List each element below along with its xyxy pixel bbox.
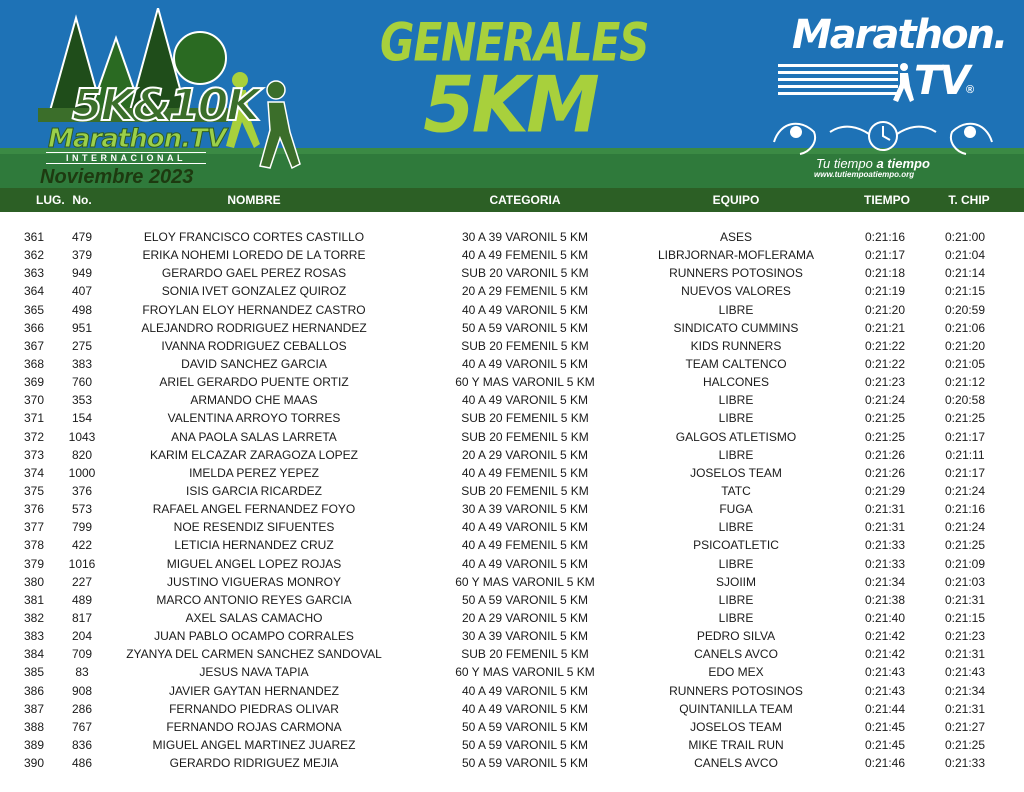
cell-lug: 376 bbox=[24, 502, 45, 517]
col-equipo: EQUIPO bbox=[712, 193, 760, 207]
cell-no: 498 bbox=[71, 302, 93, 317]
cell-categoria: 40 A 49 VARONIL 5 KM bbox=[461, 520, 589, 535]
cell-categoria: 40 A 49 FEMENIL 5 KM bbox=[461, 248, 589, 263]
cell-no: 353 bbox=[71, 393, 93, 408]
cell-equipo: LIBRE bbox=[718, 592, 754, 607]
cell-equipo: LIBRE bbox=[718, 393, 754, 408]
cell-t-chip: 0:21:15 bbox=[944, 284, 986, 299]
col-tiempo: TIEMPO bbox=[863, 193, 910, 207]
cell-categoria: 50 A 59 VARONIL 5 KM bbox=[461, 737, 589, 752]
cell-categoria: 50 A 59 VARONIL 5 KM bbox=[461, 320, 589, 335]
table-row bbox=[0, 591, 1024, 609]
cell-no: 820 bbox=[71, 447, 93, 462]
cell-t-chip: 0:21:23 bbox=[944, 629, 986, 644]
timing-slogan-bold: a tiempo bbox=[876, 156, 930, 171]
cell-lug: 372 bbox=[24, 429, 45, 444]
table-row bbox=[0, 264, 1024, 282]
cell-nombre: ERIKA NOHEMI LOREDO DE LA TORRE bbox=[142, 248, 366, 263]
cell-equipo: LIBRE bbox=[718, 411, 754, 426]
cell-t-chip: 0:21:09 bbox=[944, 556, 986, 571]
cell-t-chip: 0:21:31 bbox=[944, 592, 986, 607]
table-row bbox=[0, 736, 1024, 754]
cell-tiempo: 0:21:18 bbox=[864, 266, 906, 281]
cell-t-chip: 0:21:25 bbox=[944, 737, 986, 752]
header-banner bbox=[0, 0, 1024, 188]
cell-no: 383 bbox=[71, 356, 93, 371]
page-title-line2: 5KM bbox=[423, 59, 597, 151]
cell-equipo: FUGA bbox=[719, 502, 753, 517]
cell-equipo: LIBRE bbox=[718, 447, 754, 462]
cell-categoria: 30 A 39 VARONIL 5 KM bbox=[461, 230, 589, 244]
table-row bbox=[0, 464, 1024, 482]
cell-no: 817 bbox=[71, 610, 93, 625]
cell-tiempo: 0:21:33 bbox=[864, 538, 906, 553]
cell-t-chip: 0:21:31 bbox=[944, 701, 986, 716]
cell-categoria: 40 A 49 FEMENIL 5 KM bbox=[461, 465, 589, 480]
cell-nombre: GERARDO GAEL PEREZ ROSAS bbox=[161, 266, 347, 281]
event-logo bbox=[28, 8, 328, 188]
cell-lug: 378 bbox=[24, 538, 45, 553]
cell-tiempo: 0:21:17 bbox=[864, 248, 906, 263]
cell-categoria: SUB 20 VARONIL 5 KM bbox=[461, 266, 589, 281]
table-row bbox=[0, 718, 1024, 736]
cell-lug: 374 bbox=[24, 465, 45, 480]
cell-nombre: KARIM ELCAZAR ZARAGOZA LOPEZ bbox=[149, 447, 359, 462]
cell-equipo: MIKE TRAIL RUN bbox=[688, 737, 784, 752]
cell-nombre: MARCO ANTONIO REYES GARCIA bbox=[156, 592, 352, 607]
cell-no: 379 bbox=[71, 248, 93, 263]
cell-equipo: LIBRJORNAR-MOFLERAMA bbox=[657, 248, 815, 263]
table-row bbox=[0, 609, 1024, 627]
cell-tiempo: 0:21:40 bbox=[864, 610, 906, 625]
cell-equipo: LIBRE bbox=[718, 610, 754, 625]
table-row bbox=[0, 282, 1024, 300]
cell-equipo: PSICOATLETIC bbox=[693, 538, 779, 553]
table-row bbox=[0, 319, 1024, 337]
cell-nombre: MIGUEL ANGEL LOPEZ ROJAS bbox=[166, 556, 342, 571]
table-row bbox=[0, 428, 1024, 446]
cell-nombre: LETICIA HERNANDEZ CRUZ bbox=[174, 538, 334, 553]
cell-tiempo: 0:21:20 bbox=[864, 302, 906, 317]
cell-no: 1000 bbox=[68, 465, 96, 480]
cell-lug: 366 bbox=[24, 320, 45, 335]
cell-nombre: JUSTINO VIGUERAS MONROY bbox=[166, 574, 342, 589]
cell-lug: 362 bbox=[24, 248, 45, 263]
cell-no: 836 bbox=[71, 737, 93, 752]
cell-equipo: SINDICATO CUMMINS bbox=[673, 320, 799, 335]
cell-no: 275 bbox=[71, 338, 93, 353]
cell-lug: 363 bbox=[24, 266, 45, 281]
cell-equipo: JOSELOS TEAM bbox=[690, 465, 782, 480]
cell-lug: 390 bbox=[24, 756, 45, 771]
cell-lug: 380 bbox=[24, 574, 45, 589]
cell-t-chip: 0:21:20 bbox=[944, 338, 986, 353]
cell-categoria: SUB 20 FEMENIL 5 KM bbox=[461, 411, 589, 426]
cell-t-chip: 0:21:15 bbox=[944, 610, 986, 625]
cell-lug: 369 bbox=[24, 375, 45, 390]
cell-no: 407 bbox=[71, 284, 93, 299]
cell-lug: 361 bbox=[24, 230, 45, 244]
table-row bbox=[0, 518, 1024, 536]
cell-t-chip: 0:21:14 bbox=[944, 266, 986, 281]
cell-equipo: QUINTANILLA TEAM bbox=[679, 701, 793, 716]
cell-equipo: LIBRE bbox=[718, 556, 754, 571]
cell-nombre: MIGUEL ANGEL MARTINEZ JUAREZ bbox=[152, 737, 356, 752]
cell-no: 204 bbox=[71, 629, 93, 644]
cell-t-chip: 0:21:24 bbox=[944, 483, 986, 498]
cell-no: 154 bbox=[71, 411, 93, 426]
cell-categoria: 20 A 29 VARONIL 5 KM bbox=[461, 447, 589, 462]
cell-no: 573 bbox=[71, 502, 93, 517]
table-row bbox=[0, 482, 1024, 500]
table-row bbox=[0, 754, 1024, 772]
cell-equipo: RUNNERS POTOSINOS bbox=[669, 683, 803, 698]
cell-nombre: JAVIER GAYTAN HERNANDEZ bbox=[168, 683, 340, 698]
page-title-line1: GENERALES bbox=[380, 11, 649, 74]
cell-nombre: ALEJANDRO RODRIGUEZ HERNANDEZ bbox=[141, 320, 367, 335]
cell-lug: 368 bbox=[24, 356, 45, 371]
cell-equipo: HALCONES bbox=[702, 375, 770, 390]
cell-tiempo: 0:21:44 bbox=[864, 701, 906, 716]
cell-tiempo: 0:21:26 bbox=[864, 465, 906, 480]
cell-lug: 364 bbox=[24, 284, 45, 299]
cell-t-chip: 0:21:25 bbox=[944, 538, 986, 553]
cell-t-chip: 0:20:58 bbox=[944, 393, 986, 408]
cell-nombre: DAVID SANCHEZ GARCIA bbox=[181, 356, 327, 371]
cell-categoria: 40 A 49 VARONIL 5 KM bbox=[461, 701, 589, 716]
table-row bbox=[0, 682, 1024, 700]
cell-equipo: CANELS AVCO bbox=[694, 647, 778, 662]
cell-tiempo: 0:21:42 bbox=[864, 647, 906, 662]
cell-lug: 388 bbox=[24, 719, 45, 734]
cell-tiempo: 0:21:19 bbox=[864, 284, 906, 299]
cell-nombre: RAFAEL ANGEL FERNANDEZ FOYO bbox=[152, 502, 356, 517]
cell-equipo: TATC bbox=[721, 483, 751, 498]
cell-nombre: JESUS NAVA TAPIA bbox=[199, 665, 309, 680]
cell-t-chip: 0:21:04 bbox=[944, 248, 986, 263]
cell-t-chip: 0:21:25 bbox=[944, 411, 986, 426]
table-row bbox=[0, 645, 1024, 663]
table-row bbox=[0, 228, 1024, 246]
cell-nombre: FROYLAN ELOY HERNANDEZ CASTRO bbox=[142, 302, 366, 317]
cell-nombre: NOE RESENDIZ SIFUENTES bbox=[173, 520, 335, 535]
runner-icon bbox=[890, 62, 914, 102]
cell-no: 1043 bbox=[68, 429, 96, 444]
marathon-tv-word: Marathon. bbox=[792, 12, 1007, 58]
cell-tiempo: 0:21:42 bbox=[864, 629, 906, 644]
cell-tiempo: 0:21:43 bbox=[864, 665, 906, 680]
cell-t-chip: 0:20:59 bbox=[944, 302, 986, 317]
cell-equipo: TEAM CALTENCO bbox=[685, 356, 787, 371]
cell-lug: 373 bbox=[24, 447, 45, 462]
cell-categoria: 60 Y MAS VARONIL 5 KM bbox=[455, 375, 595, 390]
col-t-chip: T. CHIP bbox=[948, 193, 990, 207]
cell-t-chip: 0:21:12 bbox=[944, 375, 986, 390]
table-row bbox=[0, 409, 1024, 427]
cell-tiempo: 0:21:21 bbox=[864, 320, 906, 335]
cell-no: 951 bbox=[71, 320, 93, 335]
cell-lug: 379 bbox=[24, 556, 45, 571]
cell-equipo: LIBRE bbox=[718, 520, 754, 535]
cell-no: 760 bbox=[71, 375, 93, 390]
table-row bbox=[0, 573, 1024, 591]
cell-categoria: 30 A 39 VARONIL 5 KM bbox=[461, 629, 589, 644]
cell-no: 799 bbox=[71, 520, 93, 535]
cell-nombre: ARIEL GERARDO PUENTE ORTIZ bbox=[159, 375, 349, 390]
col-categoria: CATEGORIA bbox=[489, 193, 561, 207]
cell-tiempo: 0:21:46 bbox=[864, 756, 906, 771]
cell-lug: 367 bbox=[24, 338, 45, 353]
cell-categoria: 30 A 39 VARONIL 5 KM bbox=[461, 502, 589, 517]
cell-nombre: GERARDO RIDRIGUEZ MEJIA bbox=[169, 756, 339, 771]
cell-nombre: SONIA IVET GONZALEZ QUIROZ bbox=[161, 284, 347, 299]
table-row bbox=[0, 246, 1024, 264]
cell-lug: 384 bbox=[24, 647, 45, 662]
table-row bbox=[0, 627, 1024, 645]
cell-nombre: IVANNA RODRIGUEZ CEBALLOS bbox=[161, 338, 347, 353]
cell-equipo: RUNNERS POTOSINOS bbox=[669, 266, 803, 281]
cell-lug: 375 bbox=[24, 483, 45, 498]
cell-tiempo: 0:21:25 bbox=[864, 429, 906, 444]
cell-t-chip: 0:21:00 bbox=[944, 230, 986, 244]
cell-t-chip: 0:21:11 bbox=[945, 447, 985, 462]
cell-categoria: 20 A 29 VARONIL 5 KM bbox=[461, 610, 589, 625]
cell-equipo: CANELS AVCO bbox=[694, 756, 778, 771]
cell-no: 227 bbox=[71, 574, 93, 589]
cell-t-chip: 0:21:27 bbox=[944, 719, 986, 734]
cell-no: 767 bbox=[71, 719, 93, 734]
cell-tiempo: 0:21:45 bbox=[864, 737, 906, 752]
cell-lug: 386 bbox=[24, 683, 45, 698]
cell-equipo: PEDRO SILVA bbox=[696, 629, 776, 644]
cell-no: 486 bbox=[71, 756, 93, 771]
cell-tiempo: 0:21:23 bbox=[864, 375, 906, 390]
registered-mark: ® bbox=[966, 84, 975, 96]
cell-equipo: JOSELOS TEAM bbox=[690, 719, 782, 734]
cell-no: 489 bbox=[71, 592, 93, 607]
table-row bbox=[0, 663, 1024, 681]
event-logo-brand: Marathon.TV bbox=[48, 124, 226, 154]
cell-nombre: VALENTINA ARROYO TORRES bbox=[167, 411, 341, 426]
cell-t-chip: 0:21:16 bbox=[944, 502, 986, 517]
table-row bbox=[0, 446, 1024, 464]
cell-no: 709 bbox=[71, 647, 93, 662]
cell-no: 83 bbox=[75, 665, 89, 680]
cell-no: 949 bbox=[71, 266, 93, 281]
cell-tiempo: 0:21:22 bbox=[864, 338, 906, 353]
cell-categoria: 40 A 49 VARONIL 5 KM bbox=[461, 302, 589, 317]
cell-tiempo: 0:21:26 bbox=[864, 447, 906, 462]
cell-equipo: SJOIIM bbox=[715, 574, 756, 589]
cell-t-chip: 0:21:31 bbox=[944, 647, 986, 662]
cell-categoria: 40 A 49 VARONIL 5 KM bbox=[461, 393, 589, 408]
cell-no: 422 bbox=[71, 538, 93, 553]
cell-tiempo: 0:21:25 bbox=[864, 411, 906, 426]
cell-nombre: FERNANDO PIEDRAS OLIVAR bbox=[169, 701, 339, 716]
cell-t-chip: 0:21:43 bbox=[944, 665, 986, 680]
table-row bbox=[0, 700, 1024, 718]
cell-categoria: 50 A 59 VARONIL 5 KM bbox=[461, 592, 589, 607]
cell-lug: 377 bbox=[24, 520, 45, 535]
cell-t-chip: 0:21:17 bbox=[944, 429, 986, 444]
cell-lug: 371 bbox=[24, 411, 45, 426]
cell-categoria: 40 A 49 FEMENIL 5 KM bbox=[461, 538, 589, 553]
table-row bbox=[0, 391, 1024, 409]
cell-categoria: 60 Y MAS VARONIL 5 KM bbox=[455, 665, 595, 680]
timing-url: www.tutiempoatiempo.org bbox=[814, 170, 915, 179]
cell-t-chip: 0:21:05 bbox=[944, 356, 986, 371]
cell-nombre: ANA PAOLA SALAS LARRETA bbox=[171, 429, 337, 444]
cell-nombre: ZYANYA DEL CARMEN SANCHEZ SANDOVAL bbox=[126, 647, 382, 662]
marathon-tv-logo bbox=[778, 12, 1007, 112]
cell-tiempo: 0:21:31 bbox=[864, 502, 906, 517]
cell-categoria: SUB 20 FEMENIL 5 KM bbox=[461, 483, 589, 498]
cell-t-chip: 0:21:33 bbox=[944, 756, 986, 771]
timing-slogan bbox=[816, 156, 930, 171]
table-row bbox=[0, 337, 1024, 355]
event-logo-main: 5K&10K bbox=[72, 80, 259, 131]
marathon-tv-tv: TV bbox=[914, 58, 969, 104]
cell-tiempo: 0:21:31 bbox=[864, 520, 906, 535]
cell-no: 479 bbox=[71, 230, 93, 244]
cell-tiempo: 0:21:38 bbox=[864, 592, 906, 607]
cell-lug: 365 bbox=[24, 302, 45, 317]
cell-tiempo: 0:21:34 bbox=[864, 574, 906, 589]
cell-categoria: 60 Y MAS VARONIL 5 KM bbox=[455, 574, 595, 589]
cell-nombre: JUAN PABLO OCAMPO CORRALES bbox=[154, 629, 354, 644]
cell-categoria: 50 A 59 VARONIL 5 KM bbox=[461, 756, 589, 771]
table-row bbox=[0, 555, 1024, 573]
winged-runners-icon bbox=[770, 112, 996, 158]
cell-categoria: 40 A 49 VARONIL 5 KM bbox=[461, 356, 589, 371]
cell-no: 376 bbox=[71, 483, 93, 498]
cell-lug: 389 bbox=[24, 737, 45, 752]
cell-categoria: 40 A 49 VARONIL 5 KM bbox=[461, 556, 589, 571]
cell-t-chip: 0:21:06 bbox=[944, 320, 986, 335]
table-row bbox=[0, 355, 1024, 373]
cell-equipo: GALGOS ATLETISMO bbox=[675, 429, 797, 444]
cell-no: 1016 bbox=[68, 556, 96, 571]
cell-equipo: LIBRE bbox=[718, 302, 754, 317]
cell-t-chip: 0:21:17 bbox=[944, 465, 986, 480]
col-lug: LUG. bbox=[36, 193, 65, 207]
cell-lug: 382 bbox=[24, 610, 45, 625]
timing-slogan-pre: Tu tiempo bbox=[816, 156, 877, 171]
table-row bbox=[0, 373, 1024, 391]
cell-categoria: SUB 20 FEMENIL 5 KM bbox=[461, 338, 589, 353]
cell-lug: 385 bbox=[24, 665, 45, 680]
cell-categoria: SUB 20 FEMENIL 5 KM bbox=[461, 647, 589, 662]
table-row bbox=[0, 301, 1024, 319]
cell-lug: 383 bbox=[24, 629, 45, 644]
cell-lug: 370 bbox=[24, 393, 45, 408]
cell-categoria: 50 A 59 VARONIL 5 KM bbox=[461, 719, 589, 734]
cell-nombre: ARMANDO CHE MAAS bbox=[190, 393, 318, 408]
cell-tiempo: 0:21:45 bbox=[864, 719, 906, 734]
table-header bbox=[0, 188, 1024, 212]
col-nombre: NOMBRE bbox=[227, 193, 281, 207]
cell-lug: 387 bbox=[24, 701, 45, 716]
cell-tiempo: 0:21:16 bbox=[864, 230, 906, 244]
cell-no: 908 bbox=[71, 683, 93, 698]
event-date: Noviembre 2023 bbox=[40, 166, 194, 188]
cell-nombre: ELOY FRANCISCO CORTES CASTILLO bbox=[143, 230, 365, 244]
cell-equipo: EDO MEX bbox=[708, 665, 764, 680]
cell-lug: 381 bbox=[24, 592, 45, 607]
cell-t-chip: 0:21:24 bbox=[944, 520, 986, 535]
cell-categoria: 20 A 29 FEMENIL 5 KM bbox=[461, 284, 589, 299]
cell-tiempo: 0:21:24 bbox=[864, 393, 906, 408]
cell-t-chip: 0:21:03 bbox=[944, 574, 986, 589]
cell-tiempo: 0:21:33 bbox=[864, 556, 906, 571]
cell-tiempo: 0:21:29 bbox=[864, 483, 906, 498]
timing-logo bbox=[770, 112, 996, 182]
cell-nombre: AXEL SALAS CAMACHO bbox=[185, 610, 323, 625]
cell-t-chip: 0:21:34 bbox=[944, 683, 986, 698]
speed-lines bbox=[778, 64, 898, 99]
results-table-body bbox=[0, 228, 1024, 772]
cell-equipo: KIDS RUNNERS bbox=[690, 338, 782, 353]
event-logo-subtitle: INTERNACIONAL bbox=[46, 152, 206, 164]
cell-equipo: ASES bbox=[719, 230, 752, 244]
cell-nombre: FERNANDO ROJAS CARMONA bbox=[166, 719, 342, 734]
table-row bbox=[0, 500, 1024, 518]
cell-tiempo: 0:21:22 bbox=[864, 356, 906, 371]
cell-categoria: 40 A 49 VARONIL 5 KM bbox=[461, 683, 589, 698]
cell-tiempo: 0:21:43 bbox=[864, 683, 906, 698]
cell-nombre: ISIS GARCIA RICARDEZ bbox=[185, 483, 323, 498]
cell-categoria: SUB 20 FEMENIL 5 KM bbox=[461, 429, 589, 444]
table-row bbox=[0, 536, 1024, 554]
col-no: No. bbox=[72, 193, 92, 207]
cell-no: 286 bbox=[71, 701, 93, 716]
cell-nombre: IMELDA PEREZ YEPEZ bbox=[189, 465, 319, 480]
cell-equipo: NUEVOS VALORES bbox=[681, 284, 791, 299]
